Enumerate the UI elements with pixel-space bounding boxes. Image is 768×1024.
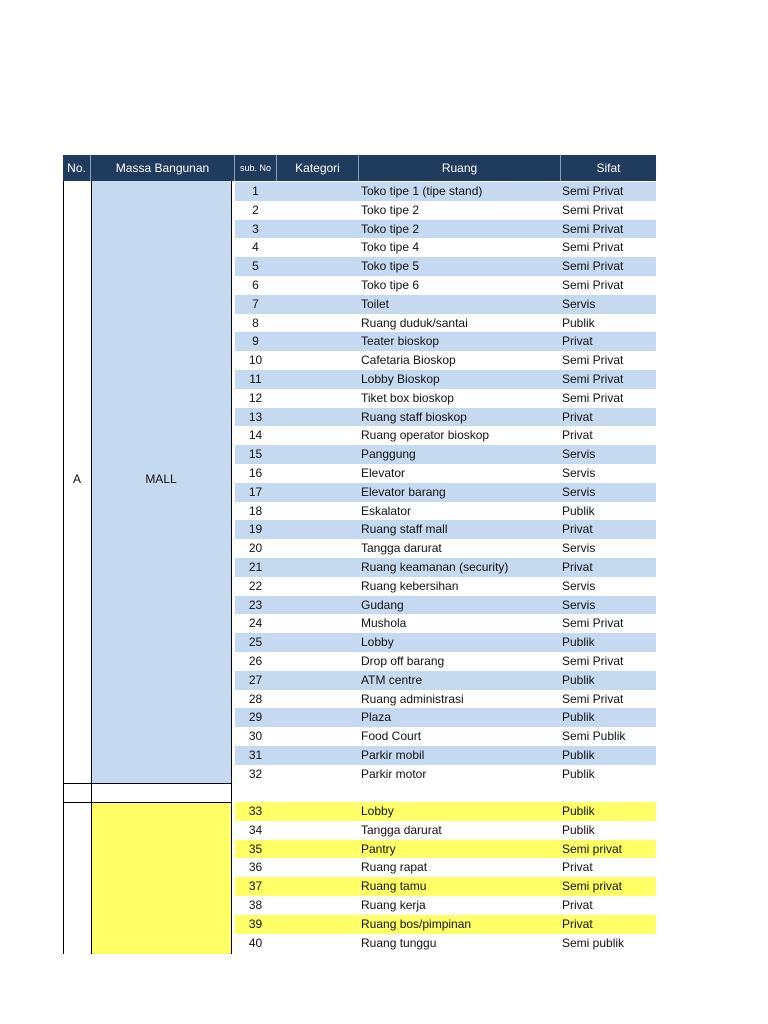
table-row — [235, 765, 656, 784]
cell-sifat: Semi privat — [562, 879, 623, 894]
cell-ruang: Elevator barang — [361, 484, 446, 499]
cell-sub-no: 30 — [248, 729, 263, 744]
cell-sifat: Semi publik — [562, 935, 625, 950]
header-sifat: Sifat — [561, 155, 656, 181]
table-row — [235, 934, 656, 953]
table-row — [235, 690, 656, 709]
cell-sub-no: 20 — [248, 541, 263, 556]
cell-ruang: Drop off barang — [361, 654, 445, 668]
cell-ruang: Ruang tamu — [361, 879, 427, 894]
cell-sifat: Servis — [562, 466, 596, 480]
table-row — [235, 671, 656, 690]
cell-ruang: Ruang duduk/santai — [361, 315, 468, 330]
cell-ruang: Toko tipe 2 — [361, 221, 420, 236]
cell-sifat: Publik — [562, 315, 595, 330]
table-row — [235, 464, 656, 483]
table-row — [235, 257, 656, 276]
table-row — [235, 596, 656, 615]
table-row — [235, 445, 656, 464]
cell-sub-no: 38 — [248, 898, 263, 912]
cell-sub-no: 6 — [252, 278, 259, 292]
cell-sifat: Semi Privat — [562, 278, 624, 292]
cell-sifat: Publik — [562, 672, 595, 687]
cell-sub-no: 5 — [252, 259, 259, 274]
cell-sub-no: 7 — [252, 296, 259, 311]
cell-ruang: Tiket box bioskop — [361, 390, 454, 405]
table-row — [235, 370, 656, 389]
cell-sub-no: 39 — [248, 916, 263, 931]
cell-sub-no: 28 — [248, 691, 263, 706]
table-row — [235, 840, 656, 859]
cell-sub-no: 35 — [248, 841, 263, 856]
cell-sifat: Publik — [562, 804, 595, 818]
group-no-a: A — [72, 472, 81, 486]
cell-sifat: Privat — [562, 428, 593, 443]
cell-sub-no: 32 — [248, 766, 263, 781]
table-row — [235, 577, 656, 596]
table-row — [235, 727, 656, 746]
cell-sub-no: 17 — [248, 484, 263, 499]
cell-sifat: Privat — [562, 860, 593, 875]
cell-sifat: Publik — [562, 822, 595, 837]
cell-ruang: Tangga darurat — [361, 541, 442, 556]
cell-sub-no: 34 — [248, 822, 263, 837]
cell-ruang: ATM centre — [361, 672, 423, 687]
cell-sub-no: 9 — [252, 334, 259, 349]
cell-ruang: Plaza — [361, 710, 392, 725]
cell-sub-no: 13 — [248, 409, 263, 424]
cell-sifat: Semi Privat — [562, 372, 624, 386]
cell-sub-no: 8 — [252, 315, 259, 330]
cell-sifat: Semi Publik — [562, 729, 626, 744]
border-group-b-top — [63, 802, 232, 803]
group-massa-mall: MALL — [145, 472, 177, 486]
cell-ruang: Lobby Bioskop — [361, 372, 440, 386]
cell-ruang: Food Court — [361, 729, 422, 744]
cell-sub-no: 27 — [248, 672, 263, 687]
cell-ruang: Ruang staff bioskop — [361, 409, 467, 424]
cell-ruang: Elevator — [361, 466, 406, 480]
table-row — [235, 182, 656, 201]
cell-ruang: Toko tipe 1 (tipe stand) — [361, 184, 483, 198]
cell-ruang: Gudang — [361, 597, 404, 612]
cell-sifat: Privat — [562, 898, 593, 912]
cell-sifat: Semi Privat — [562, 616, 624, 631]
cell-sifat: Privat — [562, 522, 593, 537]
cell-sifat: Publik — [562, 503, 595, 518]
cell-ruang: Toko tipe 5 — [361, 259, 420, 274]
cell-sifat: Servis — [562, 484, 596, 499]
cell-sub-no: 22 — [248, 578, 263, 593]
cell-ruang: Parkir motor — [361, 766, 427, 781]
cell-sifat: Publik — [562, 766, 595, 781]
border-no-massa — [91, 181, 92, 954]
table-row — [235, 558, 656, 577]
table-row — [235, 802, 656, 821]
cell-ruang: Panggung — [361, 447, 416, 462]
cell-sub-no: 16 — [248, 466, 263, 480]
cell-sifat: Semi Privat — [562, 691, 624, 706]
cell-sub-no: 36 — [248, 860, 263, 875]
cell-ruang: Ruang bos/pimpinan — [361, 916, 472, 931]
cell-sub-no: 29 — [248, 710, 263, 725]
cell-sifat: Semi Privat — [562, 221, 624, 236]
table-row — [235, 915, 656, 934]
massa-cell-yellow — [91, 802, 231, 954]
cell-sub-no: 4 — [252, 240, 259, 255]
cell-sub-no: 15 — [248, 447, 263, 462]
table-row — [235, 314, 656, 333]
header-kategori: Kategori — [277, 155, 359, 181]
cell-ruang: Toko tipe 4 — [361, 240, 420, 255]
border-group-a-bottom — [63, 783, 232, 784]
cell-sub-no: 25 — [248, 635, 263, 650]
cell-ruang: Cafetaria Bioskop — [361, 353, 456, 368]
table-row — [235, 877, 656, 896]
table-row — [235, 858, 656, 877]
table-row — [235, 652, 656, 671]
cell-ruang: Ruang operator bioskop — [361, 428, 490, 443]
cell-ruang: Ruang rapat — [361, 860, 428, 875]
cell-sifat: Privat — [562, 560, 593, 574]
cell-sub-no: 12 — [248, 390, 263, 405]
cell-sub-no: 2 — [252, 202, 259, 217]
cell-sifat: Publik — [562, 635, 595, 650]
table-row — [235, 502, 656, 521]
cell-sifat: Servis — [562, 597, 596, 612]
border-massa-right — [231, 181, 232, 954]
cell-sifat: Privat — [562, 409, 593, 424]
table-row — [235, 821, 656, 840]
border-left — [63, 181, 64, 954]
cell-sifat: Publik — [562, 748, 595, 762]
table-row — [235, 520, 656, 539]
cell-sifat: Semi privat — [562, 841, 623, 856]
table-row — [235, 896, 656, 915]
cell-sub-no: 26 — [248, 654, 263, 668]
cell-sub-no: 18 — [248, 503, 263, 518]
cell-sub-no: 10 — [248, 353, 263, 368]
cell-sifat: Semi Privat — [562, 259, 624, 274]
table-row — [235, 238, 656, 257]
cell-ruang: Ruang administrasi — [361, 691, 464, 706]
table-row — [235, 708, 656, 727]
cell-ruang: Parkir mobil — [361, 748, 425, 762]
cell-sifat: Semi Privat — [562, 654, 624, 668]
table-row — [235, 220, 656, 239]
cell-sifat: Semi Privat — [562, 390, 624, 405]
cell-sifat: Servis — [562, 447, 596, 462]
table-row — [235, 332, 656, 351]
cell-sub-no: 23 — [248, 597, 263, 612]
header-no: No. — [63, 155, 91, 181]
table-row — [235, 408, 656, 427]
cell-sifat: Semi Privat — [562, 184, 624, 198]
cell-sub-no: 3 — [252, 221, 259, 236]
table-row — [235, 483, 656, 502]
cell-ruang: Toilet — [361, 296, 390, 311]
header-massa-bangunan: Massa Bangunan — [91, 155, 235, 181]
cell-sub-no: 37 — [248, 879, 263, 894]
cell-ruang: Toko tipe 6 — [361, 278, 420, 292]
cell-ruang: Pantry — [361, 841, 396, 856]
cell-ruang: Tangga darurat — [361, 822, 442, 837]
cell-sifat: Servis — [562, 578, 596, 593]
header-sub-no: sub. No — [235, 155, 277, 181]
cell-sub-no: 14 — [248, 428, 263, 443]
cell-sifat: Publik — [562, 710, 595, 725]
cell-sub-no: 24 — [248, 616, 263, 631]
cell-ruang: Mushola — [361, 616, 407, 631]
cell-sifat: Servis — [562, 541, 596, 556]
cell-sifat: Semi Privat — [562, 202, 624, 217]
cell-ruang: Ruang keamanan (security) — [361, 560, 509, 574]
cell-ruang: Ruang tunggu — [361, 935, 437, 950]
cell-ruang: Ruang kebersihan — [361, 578, 459, 593]
cell-sifat: Privat — [562, 916, 593, 931]
table-row — [235, 633, 656, 652]
cell-sub-no: 33 — [248, 804, 263, 818]
cell-sub-no: 31 — [248, 748, 263, 762]
cell-sifat: Servis — [562, 296, 596, 311]
table-row — [235, 539, 656, 558]
cell-ruang: Lobby — [361, 635, 394, 650]
table-row — [235, 614, 656, 633]
cell-ruang: Lobby — [361, 804, 394, 818]
header-ruang: Ruang — [359, 155, 561, 181]
cell-ruang: Eskalator — [361, 503, 412, 518]
table-row — [235, 295, 656, 314]
cell-sub-no: 21 — [248, 560, 263, 574]
table-row — [235, 389, 656, 408]
cell-sifat: Semi Privat — [562, 240, 624, 255]
cell-sub-no: 11 — [249, 372, 262, 386]
cell-sifat: Semi Privat — [562, 353, 624, 368]
table-row — [235, 746, 656, 765]
cell-ruang: Teater bioskop — [361, 334, 440, 349]
cell-sub-no: 1 — [252, 184, 259, 198]
table-row — [235, 351, 656, 370]
cell-sub-no: 19 — [248, 522, 263, 537]
cell-ruang: Ruang kerja — [361, 898, 426, 912]
table-row — [235, 276, 656, 295]
table-row — [235, 201, 656, 220]
table-row — [235, 426, 656, 445]
cell-sub-no: 40 — [248, 935, 263, 950]
cell-ruang: Toko tipe 2 — [361, 202, 420, 217]
cell-ruang: Ruang staff mall — [361, 522, 448, 537]
cell-sifat: Privat — [562, 334, 593, 349]
